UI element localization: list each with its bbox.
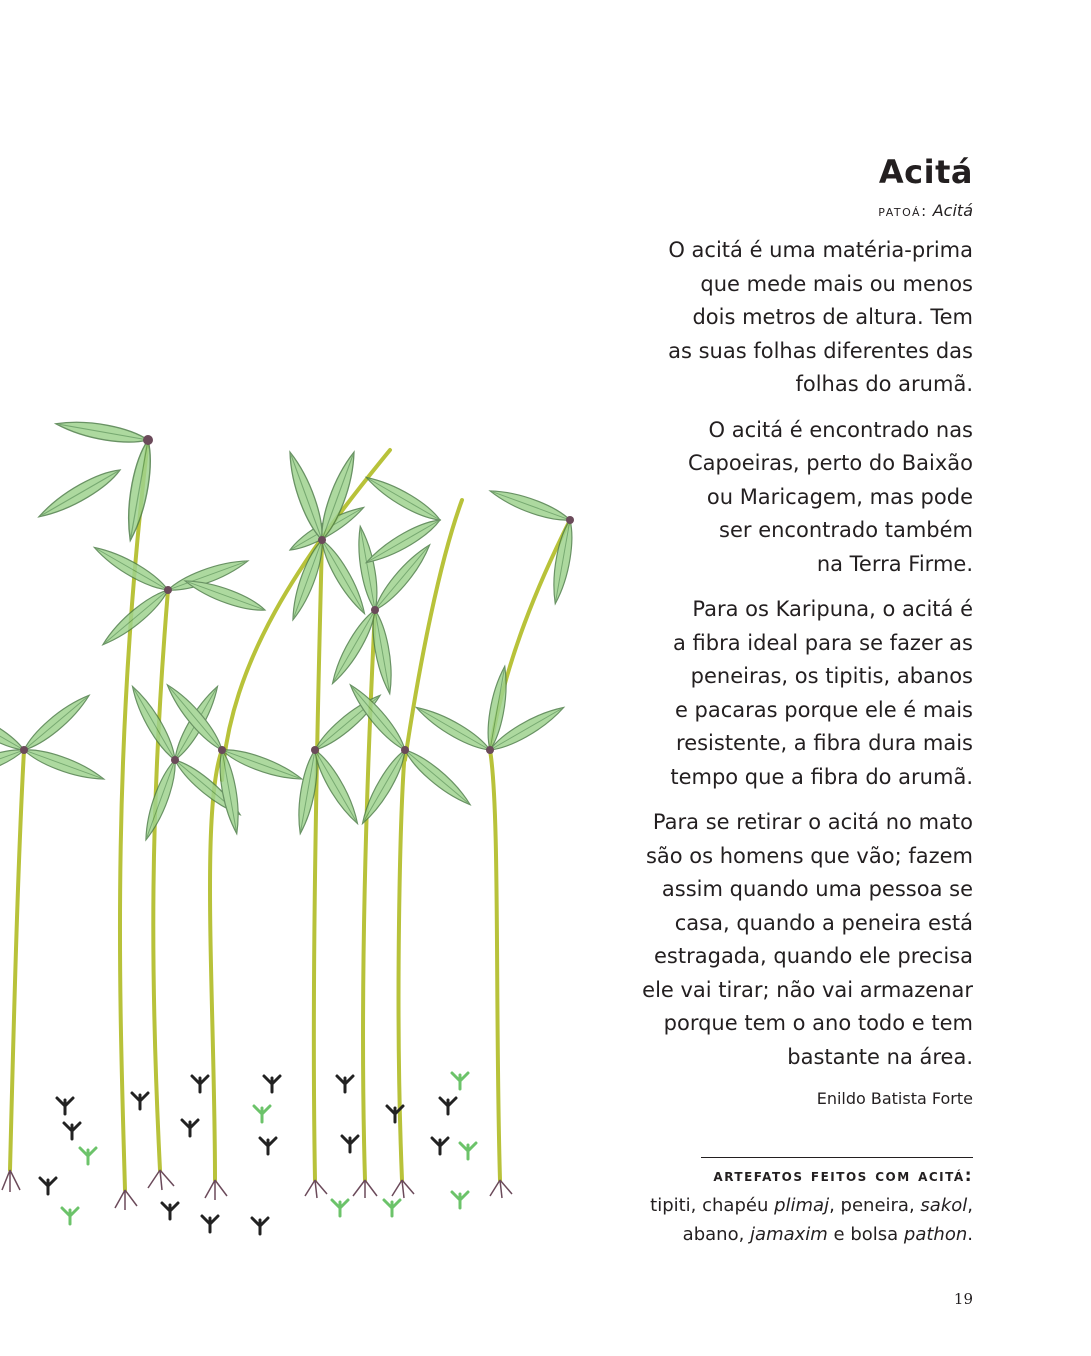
author-credit: Enildo Batista Forte — [816, 1089, 973, 1108]
ground-sprouts — [40, 1073, 476, 1234]
artefatos-text: , — [967, 1195, 973, 1216]
page-number: 19 — [953, 1290, 973, 1308]
section-divider — [701, 1157, 973, 1158]
acita-plants-illustration — [0, 410, 620, 1250]
artefatos-text: . — [967, 1224, 973, 1245]
paragraph: Para os Karipuna, o acitá é a fibra ideal para se fazer as peneiras, os tipitis, abanos e pacaras porque ele é mais resistente, a fibra dura mais tempo que a fibra do arumã. — [670, 597, 973, 789]
body-text — [573, 234, 973, 1074]
artefatos-text: e bolsa — [827, 1224, 904, 1245]
artefatos-term: plimaj — [774, 1195, 830, 1216]
plant-stems — [10, 440, 570, 1190]
artefatos-term: jamaxim — [750, 1224, 828, 1245]
artefatos-text: abano, — [682, 1224, 751, 1245]
patoa-name: Acitá — [932, 201, 973, 220]
text-column — [573, 150, 973, 1110]
paragraph: Para se retirar o acitá no mato são os homens que vão; fazem assim quando uma pessoa se casa, quando a peneira está estragada, quando ele precisa ele vai tirar; não vai armazenar porque tem o ano todo e tem bastante na área. — [642, 810, 973, 1069]
paragraph: O acitá é uma matéria-prima que mede mais ou menos dois metros de altura. Tem as suas folhas diferentes das folhas do arumã. — [668, 238, 973, 396]
artefatos-line-1 — [573, 1191, 973, 1220]
page-title: Acitá — [878, 153, 973, 191]
patoa-line — [573, 200, 973, 222]
artefatos-term: pathon — [903, 1224, 968, 1245]
plant-leaves — [0, 416, 577, 842]
artefatos-heading: artefatos feitos com acitá: — [713, 1166, 973, 1186]
paragraph: O acitá é encontrado nas Capoeiras, perto do Baixão ou Maricagem, mas pode ser encontrado também na Terra Firme. — [687, 417, 973, 576]
patoa-label: patoá: — [878, 202, 928, 220]
artefatos-text: tipiti, chapéu — [650, 1195, 775, 1216]
artefatos-box — [573, 1162, 973, 1249]
artefatos-line-2 — [573, 1220, 973, 1249]
artefatos-term: sakol — [920, 1195, 968, 1216]
plant-roots — [2, 1170, 512, 1210]
artefatos-text: , peneira, — [829, 1195, 921, 1216]
